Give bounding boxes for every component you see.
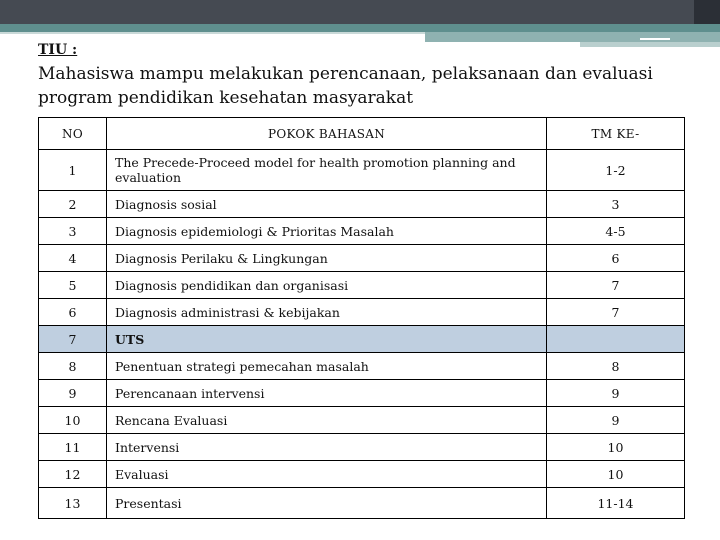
row-meeting: 9 [547, 407, 685, 434]
row-number: 12 [39, 461, 107, 488]
row-meeting: 10 [547, 434, 685, 461]
header-accent-block [694, 0, 720, 24]
row-meeting: 1-2 [547, 150, 685, 191]
row-number: 10 [39, 407, 107, 434]
row-number: 8 [39, 353, 107, 380]
row-topic: Diagnosis pendidikan dan organisasi [107, 272, 547, 299]
row-topic: Perencanaan intervensi [107, 380, 547, 407]
table-row [39, 488, 685, 519]
table-row [39, 272, 685, 299]
row-meeting: 7 [547, 272, 685, 299]
row-topic: Diagnosis epidemiologi & Prioritas Masalah [107, 218, 547, 245]
table-row [39, 245, 685, 272]
decorative-stripe-thin [0, 32, 425, 34]
schedule-table [38, 117, 685, 519]
column-header-meeting: TM KE- [547, 118, 685, 150]
decorative-stripe-light [425, 32, 720, 42]
row-number: 5 [39, 272, 107, 299]
table-row [39, 407, 685, 434]
page-title: TIU : [38, 42, 78, 58]
table-row [39, 353, 685, 380]
row-topic: Intervensi [107, 434, 547, 461]
table-row-highlighted [39, 326, 685, 353]
row-topic: UTS [107, 326, 547, 353]
row-meeting: 6 [547, 245, 685, 272]
row-topic: Diagnosis Perilaku & Lingkungan [107, 245, 547, 272]
row-number: 3 [39, 218, 107, 245]
row-number: 7 [39, 326, 107, 353]
row-number: 11 [39, 434, 107, 461]
decorative-stripe [0, 24, 720, 32]
column-header-no: NO [39, 118, 107, 150]
table-row [39, 191, 685, 218]
top-header-bar [0, 0, 720, 24]
row-topic: Rencana Evaluasi [107, 407, 547, 434]
row-topic: The Precede-Proceed model for health promotion planning and evaluation [107, 150, 547, 191]
page-subtitle: Mahasiswa mampu melakukan perencanaan, pelaksanaan dan evaluasi program pendidikan kesehatan masyarakat [38, 64, 653, 108]
column-header-topic: POKOK BAHASAN [107, 118, 547, 150]
row-meeting: 9 [547, 380, 685, 407]
decorative-stripe-white [640, 38, 670, 40]
row-number: 9 [39, 380, 107, 407]
decorative-stripe-pale [580, 42, 720, 47]
row-meeting: 3 [547, 191, 685, 218]
row-number: 1 [39, 150, 107, 191]
row-topic: Penentuan strategi pemecahan masalah [107, 353, 547, 380]
row-topic: Evaluasi [107, 461, 547, 488]
row-meeting [547, 326, 685, 353]
table-row [39, 218, 685, 245]
row-topic: Diagnosis sosial [107, 191, 547, 218]
row-number: 2 [39, 191, 107, 218]
table-row [39, 434, 685, 461]
row-number: 13 [39, 488, 107, 519]
row-meeting: 7 [547, 299, 685, 326]
row-meeting: 11-14 [547, 488, 685, 519]
table-row [39, 299, 685, 326]
table-row [39, 380, 685, 407]
row-topic: Diagnosis administrasi & kebijakan [107, 299, 547, 326]
row-topic: Presentasi [107, 488, 547, 519]
row-meeting: 8 [547, 353, 685, 380]
row-meeting: 10 [547, 461, 685, 488]
table-row [39, 461, 685, 488]
row-number: 6 [39, 299, 107, 326]
table-header-row [39, 118, 685, 150]
row-number: 4 [39, 245, 107, 272]
row-meeting: 4-5 [547, 218, 685, 245]
table-row [39, 150, 685, 191]
